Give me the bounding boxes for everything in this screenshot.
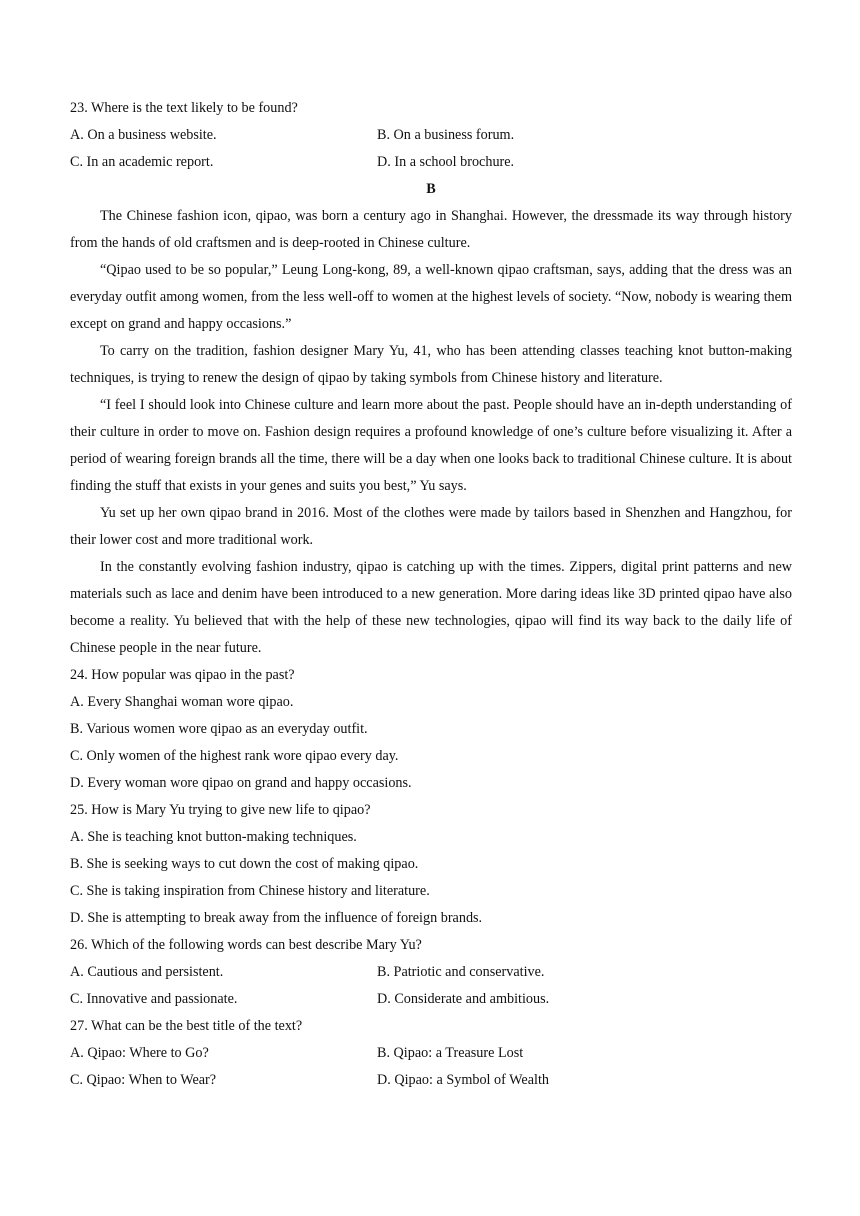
question-24-option-c: C. Only women of the highest rank wore qipao every day.: [70, 748, 399, 764]
question-26-option-b: B. Patriotic and conservative.: [377, 964, 545, 980]
section-heading: B: [426, 181, 436, 197]
question-26-options: [70, 959, 792, 1013]
question-27-option-c: C. Qipao: When to Wear?: [70, 1072, 217, 1088]
question-27-options: [70, 1040, 792, 1094]
question-23-option-a: A. On a business website.: [70, 127, 217, 143]
question-25-option-d: D. She is attempting to break away from the influence of foreign brands.: [70, 910, 483, 926]
passage-paragraph-1: The Chinese fashion icon, qipao, was born a century ago in Shanghai. However, the dressmade its way through history from the hands of old craftsmen and is deep-rooted in Chinese culture.: [70, 208, 792, 251]
question-27-stem: 27. What can be the best title of the text?: [70, 1018, 303, 1034]
question-25-option-b: B. She is seeking ways to cut down the cost of making qipao.: [70, 856, 419, 872]
question-25-option-a: A. She is teaching knot button-making techniques.: [70, 829, 357, 845]
passage-paragraph-3: To carry on the tradition, fashion designer Mary Yu, 41, who has been attending classes teaching knot button-making techniques, is trying to renew the design of qipao by taking symbols from Chinese history and literature.: [70, 343, 792, 386]
question-24-option-b: B. Various women wore qipao as an everyday outfit.: [70, 721, 368, 737]
question-26-option-d: D. Considerate and ambitious.: [377, 991, 550, 1007]
question-26-stem: 26. Which of the following words can best describe Mary Yu?: [70, 937, 422, 953]
question-27-option-a: A. Qipao: Where to Go?: [70, 1045, 209, 1061]
question-27-option-b: B. Qipao: a Treasure Lost: [377, 1045, 524, 1061]
question-23-option-b: B. On a business forum.: [377, 127, 515, 143]
question-24-option-a: A. Every Shanghai woman wore qipao.: [70, 694, 294, 710]
question-23-option-c: C. In an academic report.: [70, 154, 214, 170]
question-23: [70, 95, 792, 176]
question-25: [70, 797, 792, 932]
reading-passage: [70, 203, 792, 662]
question-23-stem: 23. Where is the text likely to be found?: [70, 100, 298, 116]
question-26-option-a: A. Cautious and persistent.: [70, 964, 224, 980]
question-26-option-c: C. Innovative and passionate.: [70, 991, 238, 1007]
question-24: [70, 662, 792, 797]
question-25-option-c: C. She is taking inspiration from Chinese history and literature.: [70, 883, 430, 899]
page-content: [70, 95, 792, 1094]
question-25-stem: 25. How is Mary Yu trying to give new life to qipao?: [70, 802, 371, 818]
question-27-option-d: D. Qipao: a Symbol of Wealth: [377, 1072, 549, 1088]
passage-paragraph-2: “Qipao used to be so popular,” Leung Long-kong, 89, a well-known qipao craftsman, says, adding that the dress was an everyday outfit among women, from the less well-off to women at the highest levels of society. “Now, nobody is wearing them except on grand and happy occasions.”: [70, 262, 792, 332]
question-23-options: [70, 122, 792, 176]
question-24-option-d: D. Every woman wore qipao on grand and happy occasions.: [70, 775, 412, 791]
question-26: [70, 932, 792, 1013]
passage-paragraph-5: Yu set up her own qipao brand in 2016. Most of the clothes were made by tailors based in Shenzhen and Hangzhou, for their lower cost and more traditional work.: [70, 505, 792, 548]
passage-paragraph-4: “I feel I should look into Chinese culture and learn more about the past. People should have an in-depth understanding of their culture in order to move on. Fashion design requires a profound knowledge of one’s culture before visualizing it. After a period of wearing foreign brands all the time, there will be a day when one looks back to traditional Chinese culture. It is about finding the stuff that exists in your genes and suits you best,” Yu says.: [70, 397, 792, 494]
question-23-option-d: D. In a school brochure.: [377, 154, 515, 170]
question-27: [70, 1013, 792, 1094]
question-24-stem: 24. How popular was qipao in the past?: [70, 667, 295, 683]
passage-paragraph-6: In the constantly evolving fashion industry, qipao is catching up with the times. Zippers, digital print patterns and new materials such as lace and denim have been introduced to a new generation. More daring ideas like 3D printed qipao have also become a reality. Yu believed that with the help of these new technologies, qipao will find its way back to the daily life of Chinese people in the near future.: [70, 559, 792, 656]
